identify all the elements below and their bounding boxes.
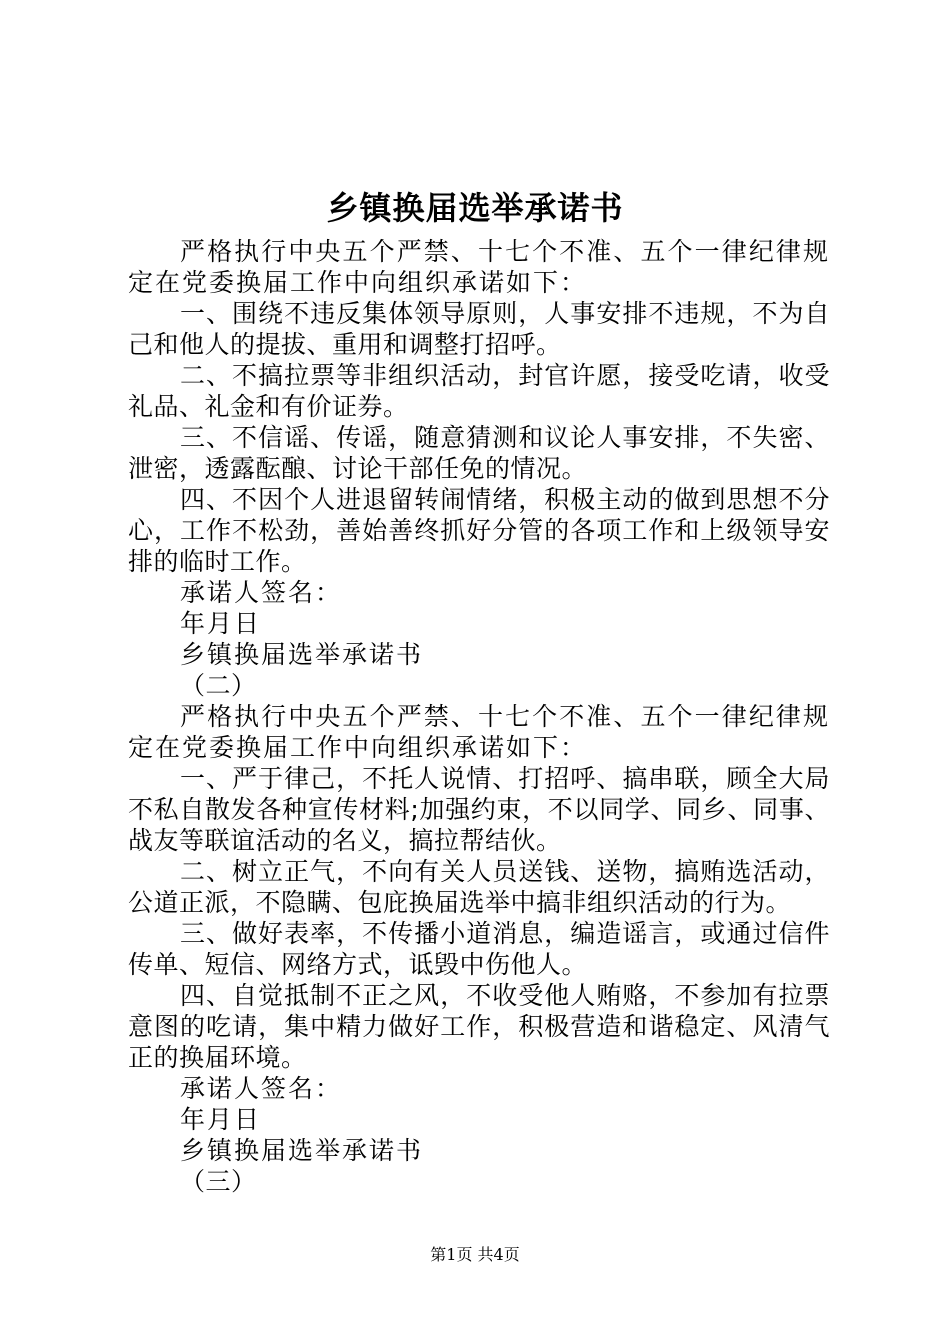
document-body bbox=[128, 236, 830, 1197]
commitment-2-4: 四、自觉抵制不正之风，不收受他人贿赂，不参加有拉票意图的吃请，集中精力做好工作，积极营造和谐稳定、风清气正的换届环境。 bbox=[128, 981, 830, 1072]
signature-line-2: 承诺人签名： bbox=[180, 1074, 343, 1103]
commitment-1-1: 一、围绕不违反集体领导原则，人事安排不违规，不为自己和他人的提拔、重用和调整打招呼。 bbox=[128, 299, 830, 359]
date-line-1: 年月日 bbox=[180, 609, 262, 638]
commitment-1-4: 四、不因个人进退留转闹情绪，积极主动的做到思想不分心，工作不松劲，善始善终抓好分管的各项工作和上级领导安排的临时工作。 bbox=[128, 485, 830, 576]
page-footer: 第1页 共4页 bbox=[430, 1245, 520, 1264]
document-title: 乡镇换届选举承诺书 bbox=[326, 189, 624, 227]
commitment-2-1: 一、严于律己，不托人说情、打招呼、搞串联，顾全大局不私自散发各种宣传材料;加强约束，不以同学、同乡、同事、战友等联谊活动的名义，搞拉帮结伙。 bbox=[128, 764, 830, 855]
signature-line-1: 承诺人签名： bbox=[180, 578, 343, 607]
commitment-1-2: 二、不搞拉票等非组织活动，封官许愿，接受吃请，收受礼品、礼金和有价证券。 bbox=[128, 361, 830, 421]
commitment-2-3: 三、做好表率，不传播小道消息，编造谣言，或通过信件传单、短信、网络方式，诋毁中伤他人。 bbox=[128, 919, 830, 979]
section-heading-3: 乡镇换届选举承诺书 bbox=[180, 1136, 424, 1165]
intro-paragraph-1: 严格执行中央五个严禁、十七个不准、五个一律纪律规定在党委换届工作中向组织承诺如下： bbox=[128, 237, 830, 297]
section-number-3: （三） bbox=[180, 1167, 257, 1196]
date-line-2: 年月日 bbox=[180, 1105, 262, 1134]
commitment-2-2: 二、树立正气，不向有关人员送钱、送物，搞贿选活动，公道正派，不隐瞒、包庇换届选举中搞非组织活动的行为。 bbox=[128, 857, 830, 917]
section-heading-2: 乡镇换届选举承诺书 bbox=[180, 640, 424, 669]
section-number-2: （二） bbox=[180, 671, 257, 700]
intro-paragraph-2: 严格执行中央五个严禁、十七个不准、五个一律纪律规定在党委换届工作中向组织承诺如下： bbox=[128, 702, 830, 762]
commitment-1-3: 三、不信谣、传谣，随意猜测和议论人事安排，不失密、泄密，透露酝酿、讨论干部任免的情况。 bbox=[128, 423, 830, 483]
